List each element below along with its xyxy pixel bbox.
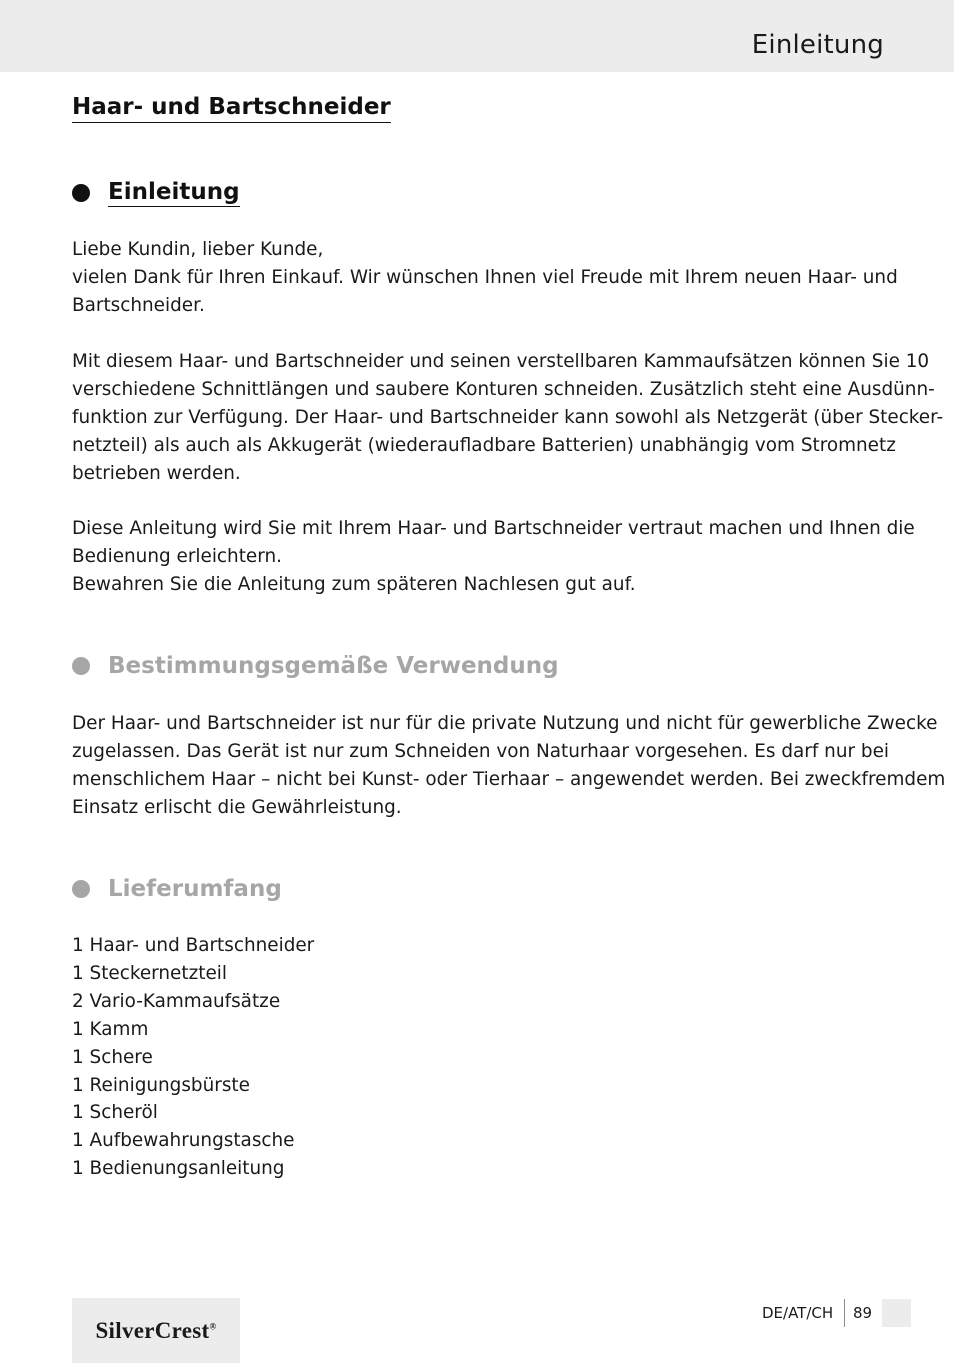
text-line: vielen Dank für Ihren Einkauf. Wir wünschen Ihnen viel Freude mit Ihrem neuen Haar- und [72, 266, 898, 288]
brand-logo [72, 1298, 240, 1363]
registered-mark: ® [209, 1320, 217, 1331]
text-line: funktion zur Verfügung. Der Haar- und Bartschneider kann sowohl als Netzgerät (über Stecker- [72, 406, 944, 428]
list-item: 1 Kamm [72, 1018, 149, 1040]
list-item: 1 Schere [72, 1046, 153, 1068]
text-line: zugelassen. Das Gerät ist nur zum Schneiden von Naturhaar vorgesehen. Es darf nur bei [72, 740, 889, 762]
list-item: 2 Vario-Kammaufsätze [72, 990, 281, 1012]
bullet-icon [72, 657, 90, 675]
intro-paragraph-2 [72, 348, 944, 488]
intro-paragraph-1 [72, 236, 898, 320]
section-heading-text: Einleitung [108, 179, 240, 205]
page-number: 89 [853, 1304, 873, 1322]
list-item: 1 Scheröl [72, 1102, 158, 1124]
list-item: 1 Haar- und Bartschneider [72, 935, 315, 956]
header-section-title: Einleitung [751, 30, 884, 60]
list-item: 1 Steckernetzteil [72, 962, 227, 984]
document-title: Haar- und Bartschneider [72, 94, 391, 123]
text-line: Diese Anleitung wird Sie mit Ihrem Haar- und Bartschneider vertraut machen und Ihnen die [72, 518, 915, 539]
list-item: 1 Bedienungsanleitung [72, 1158, 285, 1180]
text-line: Einsatz erlischt die Gewährleistung. [72, 796, 402, 818]
text-line: Bedienung erleichtern. [72, 545, 282, 567]
section-heading-text: Bestimmungsgemäße Verwendung [108, 653, 559, 679]
text-line: verschiedene Schnittlängen und saubere Konturen schneiden. Zusätzlich steht eine Ausdünn- [72, 378, 935, 400]
usage-paragraph [72, 710, 946, 822]
text-line: Der Haar- und Bartschneider ist nur für die private Nutzung und nicht für gewerbliche Zwecke [72, 713, 938, 734]
text-line: Liebe Kundin, lieber Kunde, [72, 239, 324, 260]
text-line: menschlichem Haar – nicht bei Kunst- oder Tierhaar – angewendet werden. Bei zweckfremdem [72, 768, 946, 790]
brand-logo-text [95, 1318, 216, 1344]
intro-paragraph-3 [72, 515, 915, 599]
text-line: Bewahren Sie die Anleitung zum späteren Nachlesen gut auf. [72, 573, 636, 595]
text-line: netzteil) als auch als Akkugerät (wiederaufladbare Batterien) unabhängig vom Stromnetz [72, 434, 896, 456]
footer-divider [844, 1299, 845, 1327]
bullet-icon [72, 880, 90, 898]
footer-language-code: DE/AT/CH [762, 1304, 834, 1322]
text-line: Mit diesem Haar- und Bartschneider und seinen verstellbaren Kammaufsätzen können Sie 10 [72, 351, 930, 372]
list-item: 1 Aufbewahrungstasche [72, 1130, 295, 1152]
text-line: betrieben werden. [72, 462, 241, 484]
section-heading-einleitung [72, 178, 240, 208]
text-line: Bartschneider. [72, 294, 205, 316]
bullet-icon [72, 184, 90, 202]
section-heading-verwendung [72, 651, 559, 681]
footer-tab-marker [882, 1299, 911, 1327]
scope-list [72, 932, 314, 1183]
list-item: 1 Reinigungsbürste [72, 1074, 250, 1096]
brand-name: SilverCrest [95, 1317, 210, 1343]
section-heading-text: Lieferumfang [108, 876, 282, 902]
section-heading-lieferumfang [72, 874, 282, 904]
